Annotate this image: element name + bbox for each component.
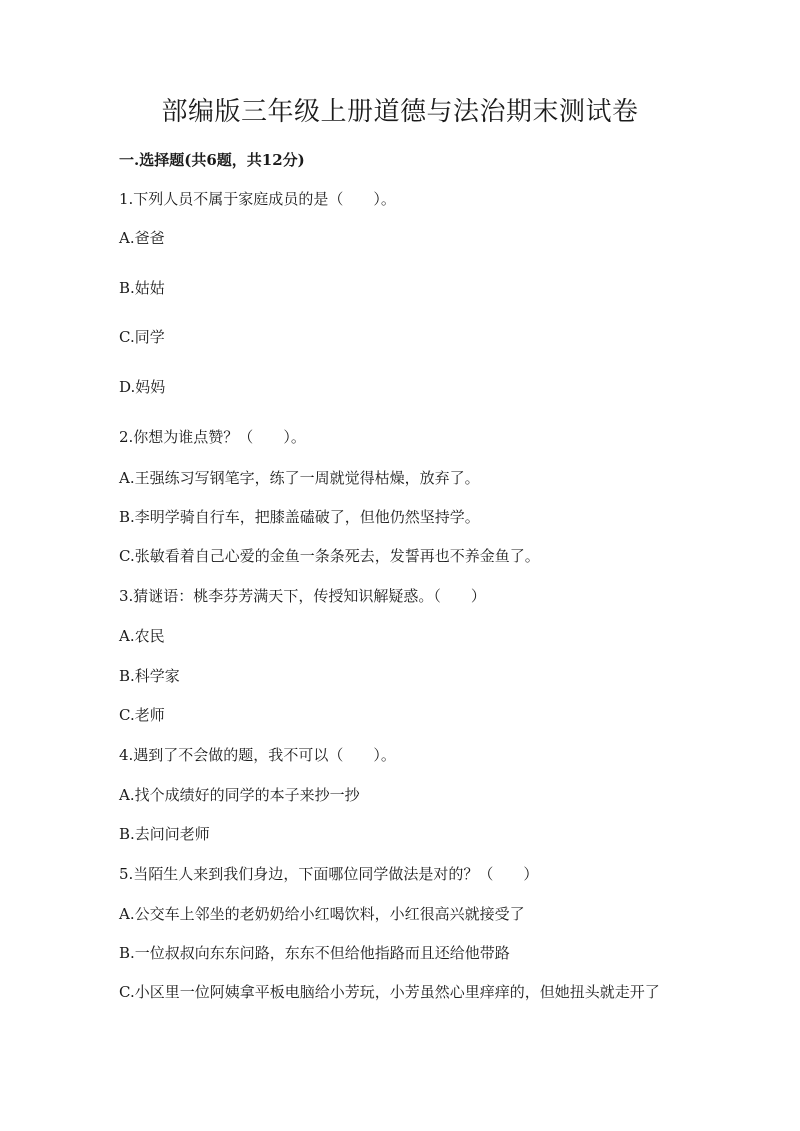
question-4-option-b: B.去问问老师 (119, 825, 210, 843)
question-5-option-c: C.小区里一位阿姨拿平板电脑给小芳玩，小芳虽然心里痒痒的，但她扭头就走开了 (119, 983, 660, 1001)
question-1-option-c: C.同学 (119, 328, 165, 346)
question-2-option-b: B.李明学骑自行车，把膝盖磕破了，但他仍然坚持学。 (119, 508, 480, 526)
question-5-option-a: A.公交车上邻坐的老奶奶给小红喝饮料，小红很高兴就接受了 (119, 905, 525, 923)
question-5-stem: 5.当陌生人来到我们身边，下面哪位同学做法是对的？（ ） (119, 865, 539, 883)
question-1-option-b: B.姑姑 (119, 279, 165, 297)
question-2-stem: 2.你想为谁点赞？（ ）。 (119, 428, 306, 446)
question-3-stem: 3.猜谜语：桃李芬芳满天下，传授知识解疑惑。（ ） (119, 587, 486, 605)
question-1-option-d: D.妈妈 (119, 378, 166, 396)
question-3-option-b: B.科学家 (119, 667, 180, 685)
question-4-stem: 4.遇到了不会做的题，我不可以（ ）。 (119, 746, 396, 764)
page-title: 部编版三年级上册道德与法治期末测试卷 (161, 97, 639, 127)
question-3-option-a: A.农民 (119, 627, 165, 645)
question-3-option-c: C.老师 (119, 706, 165, 724)
section-heading: 一.选择题(共6题，共12分) (119, 151, 305, 169)
question-2-option-c: C.张敏看着自己心爱的金鱼一条条死去，发誓再也不养金鱼了。 (119, 547, 540, 565)
question-1-option-a: A.爸爸 (119, 229, 165, 247)
question-1-stem: 1.下列人员不属于家庭成员的是（ ）。 (119, 190, 396, 208)
question-4-option-a: A.找个成绩好的同学的本子来抄一抄 (119, 786, 360, 804)
question-5-option-b: B.一位叔叔向东东问路，东东不但给他指路而且还给他带路 (119, 944, 510, 962)
question-2-option-a: A.王强练习写钢笔字，练了一周就觉得枯燥，放弃了。 (119, 469, 480, 487)
